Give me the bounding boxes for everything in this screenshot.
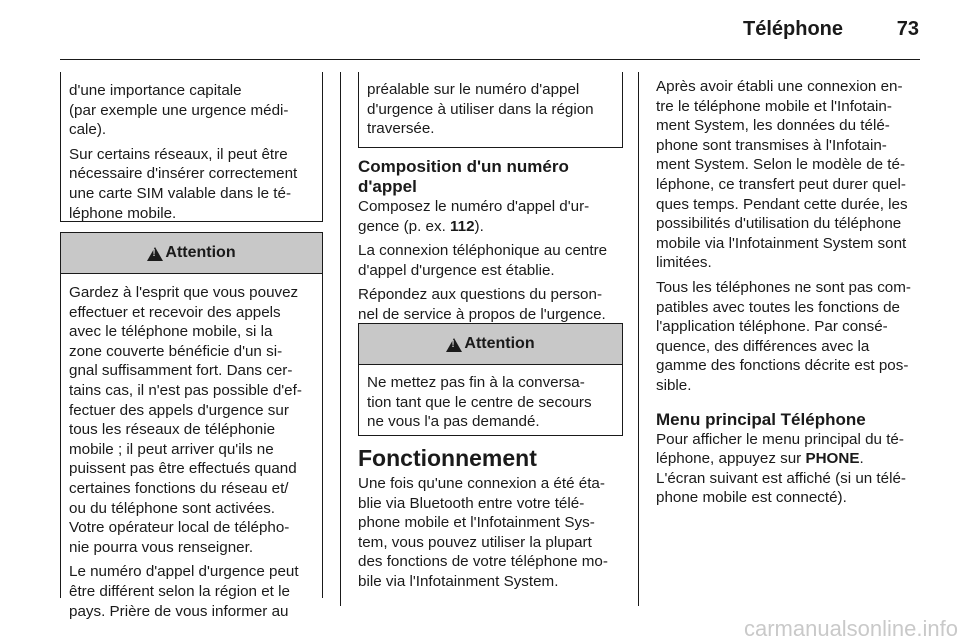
body-text: Après avoir établi une connexion en- tre le téléphone mobile et l'Infotain- ment System, les données du télé- phone sont transmises à l'Infotain- ment System. Selon le modèle de té- léphone, ce transfert peut durer quel- ques temps. Pendant cette durée, les possibilités d'utilisation du téléphone mobile via l'Infotainment System sont limitées. [656, 78, 908, 272]
warning-title: Attention [165, 244, 236, 261]
warning-paragraph-2: Le numéro d'appel d'urgence peut être différent selon la région et le pays. Prière de vous informer au [69, 563, 299, 620]
body-text: Tous les téléphones ne sont pas com- patibles avec toutes les fonctions de l'application téléphone. Par consé- quence, des différences avec la gamme des fonctions décrite est pos- sible. [656, 278, 911, 394]
emergency-number: 112 [450, 217, 475, 235]
note-paragraph-1: d'une importance capitale (par exemple une urgence médi- cale). [69, 82, 289, 139]
phone-button-label: PHONE [805, 450, 860, 468]
body-text: Composez le numéro d'appel d'ur- gence (p. ex. [358, 198, 590, 235]
body-text: L'écran suivant est affiché (si un télé- phone mobile est connecté). [656, 469, 906, 507]
continued-note-box [60, 72, 323, 222]
body-text: La connexion téléphonique au centre d'appel d'urgence est établie. [358, 242, 608, 279]
header-rule [60, 59, 920, 60]
warning-triangle-icon [446, 338, 462, 352]
page-number: 73 [896, 18, 919, 40]
continued-warning-text: préalable sur le numéro d'appel d'urgence à utiliser dans la région traversée. [367, 81, 594, 138]
body-text: Répondez aux questions du person- nel de service à propos de l'urgence. [358, 286, 606, 323]
page-title: Téléphone [742, 18, 843, 40]
warning-box [358, 323, 623, 436]
page-header [0, 18, 919, 48]
warning-header [61, 233, 322, 274]
warning-triangle-icon [147, 247, 163, 261]
right-column: Après avoir établi une connexion en- tre le téléphone mobile et l'Infotain- ment System, les données du télé- phone sont transmises à l'Infotain- ment System. Selon le modèle de té- léphone, ce transfert peut durer quel- ques temps. Pendant cette durée, les possibilités d'utilisation du téléphone mobile via l'Infotainment System sont limitées. Tous les téléphones ne sont pas com- patibles avec toutes les fonctions de l'application téléphone. Par consé- quence, des différences avec la gamme des fonctions décrite est pos- sible. Menu principal Téléphone Pour afficher le menu principal du té- léphone, appuyez sur PHONE. L'écran suivant est affiché (si un télé- phone mobile est connecté). [656, 77, 926, 513]
warning-text: Ne mettez pas fin à la conversa- tion tant que le centre de secours ne vous l'a pas demandé. [367, 374, 592, 431]
section-emergency-call: Composition d'un numéro d'appel Composez le numéro d'appel d'ur- gence (p. ex. 112). La connexion téléphonique au centre d'appel d'urgence est établie. Répondez aux questions du person- nel de service à propos de l'urgence. [358, 157, 626, 330]
body-text: Une fois qu'une connexion a été éta- blie via Bluetooth entre votre télé- phone mobile et l'Infotainment Sys- tem, vous pouvez utiliser la plupart des fonctions de votre téléphone mo- bile via l'Infotainment System. [358, 475, 608, 590]
section-heading: Composition d'un numéro d'appel [358, 157, 569, 196]
column-divider-2 [638, 72, 639, 606]
continued-warning-box [358, 72, 623, 148]
warning-title: Attention [464, 335, 535, 352]
body-text: Pour afficher le menu principal du té- léphone, appuyez sur [656, 430, 904, 468]
section-operation [358, 444, 628, 597]
warning-paragraph-1: Gardez à l'esprit que vous pouvez effectuer et recevoir des appels avec le téléphone mobile, si la zone couverte bénéficie d'un si- gnal suffisamment fort. Dans cer- tains cas, il n'est pas possible d'ef- fectuer des appels d'urgence sur tous les réseaux de téléphonie mobile ; il peut arriver qu'ils ne puissent pas être effectués quand certaines fonctions du réseau et/ ou du téléphone sont activées. Votre opérateur local de télépho- nie pourra vous renseigner. [69, 284, 302, 556]
section-heading: Menu principal Téléphone [656, 409, 866, 429]
column-divider-1 [340, 72, 341, 606]
section-heading: Fonctionnement [358, 445, 537, 471]
watermark: carmanualsonline.info [743, 616, 958, 641]
note-paragraph-2: Sur certains réseaux, il peut être nécessaire d'insérer correctement une carte SIM valable dans le té- léphone mobile. [69, 145, 298, 222]
warning-header [359, 324, 622, 365]
warning-box [60, 232, 323, 620]
